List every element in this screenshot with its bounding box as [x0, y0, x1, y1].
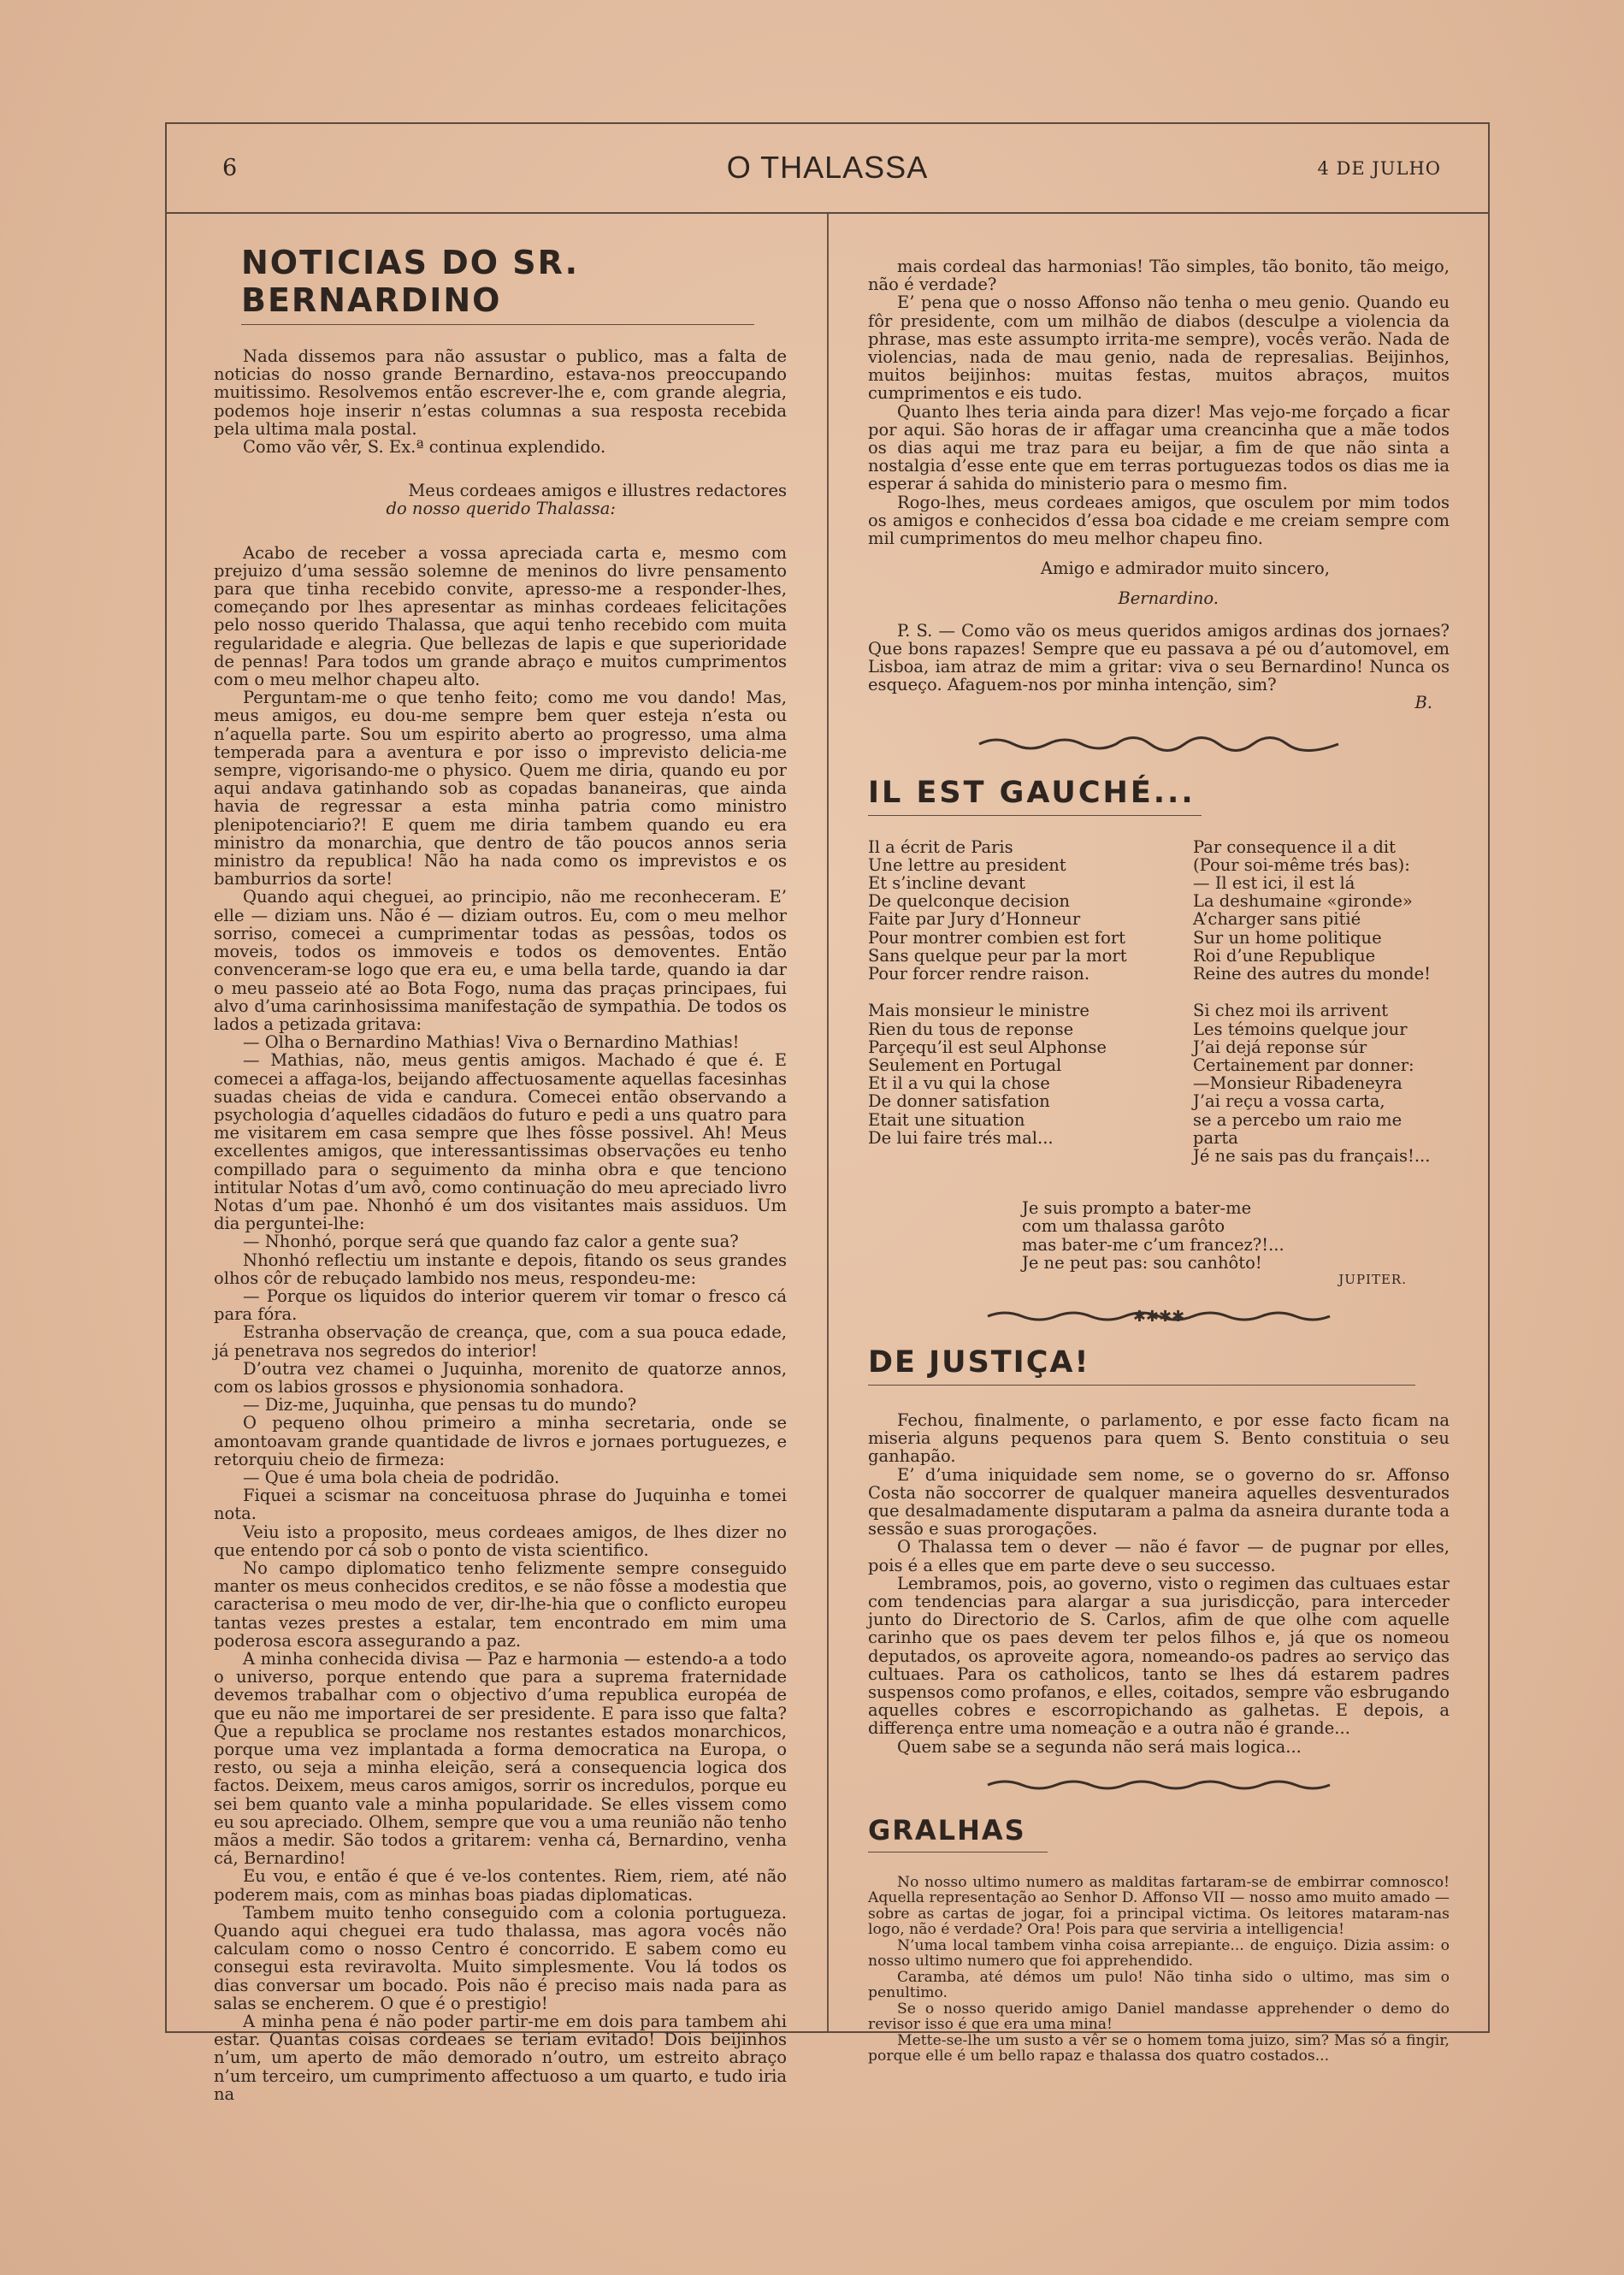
paragraph: Lembramos, pois, ao governo, visto o regimen das cultuaes estar com tendencias para alargar a sua jurisdicção, para interceder junto do Directorio de S. Carlos, afim de que olhe com aquelle carinho que os paes devem ter pelos filhos e, já que os nomeou deputados, os aproveite agora, nomeando-os padres ao serviço das cultuaes. Para os catholicos, tanto se lhes dá estarem padres suspensos como profanos, e elles, coitados, sempre vão esbrugando aquelles cobres e escorropichando as galhetas. E depois, a differença entre uma nomeação e a outra não é grande...	[868, 1573, 1450, 1739]
noticias-intro-2: Como vão vêr, S. Ex.ª continua explendido.	[243, 437, 606, 458]
justica-heading: DE JUSTIÇA!	[868, 1345, 1415, 1386]
gralhas-heading: GRALHAS	[868, 1814, 1048, 1852]
paragraph: Perguntam-me o que tenho feito; como me vou dando! Mas, meus amigos, eu dou-me sempre bem quer esteja n’esta ou n’aquella parte. Sou um espirito aberto ao progresso, uma alma temperada para a aventura e por isso o imprevisto delicia-me sempre, vigorisando-me o physico. Quem me diria, quando eu por aqui andava gatinhando sob as copadas bananeiras, que ainda havia de regressar a esta minha patria como ministro plenipotenciario?! E quem me diria tambem quando eu era ministro da monarchia, que dentro de tão poucos annos seria ministro da republica! Não ha nada como os imprevistos e os bamburrios da sorte!	[214, 688, 787, 889]
letter-signature: Bernardino.	[1118, 588, 1219, 609]
paragraph: Quanto lhes teria ainda para dizer! Mas vejo-me forçado a ficar por aqui. São horas de ir affagar uma creancinha que a mãe todos os dias aqui me traz para eu beijar, a fim de que não sinta a nostalgia d’esse ente que em terras portuguezas todos os dias me ia esperar á sahida do ministerio para o mesmo fim.	[868, 401, 1450, 494]
noticias-heading: NOTICIAS DO SR. BERNARDINO	[241, 244, 754, 325]
paragraph: Nhonhó reflectiu um instante e depois, fitando os seus grandes olhos côr de rebuçado lambido nos meus, respondeu-me:	[214, 1250, 787, 1288]
letter-salutation	[214, 482, 787, 517]
paragraph: — Nhonhó, porque será que quando faz calor a gente sua?	[243, 1232, 739, 1252]
paragraph: No nosso ultimo numero as malditas fartaram-se de embirrar comnosco! Aquella representação ao Senhor D. Affonso VII — nosso amo muito amado — sobre as cartas de jogar, foi a principal victima. Os leitores mataram-nas logo, não é verdade? Ora! Pois para que serviria a intelligencia!	[868, 1873, 1450, 1939]
paragraph: E’ pena que o nosso Affonso não tenha o meu genio. Quando eu fôr presidente, com um milhão de diabos (desculpe a violencia da phrase, mas este assumpto irrita-me sempre), vocês verão. Nada de violencias, nada de mau genio, nada de represalias. Beijinhos, muitos beijinhos: muitas festas, muitos abraços, muitos cumprimentos e eis tudo.	[868, 292, 1450, 404]
paragraph: Acabo de receber a vossa apreciada carta e, mesmo com prejuizo d’uma sessão solemne de meninos do livre pensamento para que tinha recebido convite, apresso-me a responder-lhes, começando por lhes apresentar as minhas cordeaes felicitações pelo nosso querido Thalassa, que aqui tenho recebido com muita regularidade e alegria. Que bellezas de lapis e que superioridade de pennas! Para todos um grande abraço e muitos cumprimentos com o meu melhor chapeu alto.	[214, 542, 787, 690]
poem-stanza: Si chez moi ils arrivent Les témoins quelque jour J’ai dejá reponse súr Certainement par donner: —Monsieur Ribadeneyra J’ai reçu a vossa carta, se a percebo um raio me parta Jé ne sais pas du français!...	[1193, 1001, 1431, 1166]
paragraph: Se o nosso querido amigo Daniel mandasse apprehender o demo do revisor isso é que era uma mina!	[868, 2000, 1450, 2034]
page-number: 6	[222, 155, 238, 181]
paragraph: Fechou, finalmente, o parlamento, e por esse facto ficam na miseria alguns pequenos para quem S. Bento constituia o seu ganhapão.	[868, 1409, 1450, 1467]
page-frame	[165, 122, 1490, 2104]
poem-stanza: Il a écrit de Paris Une lettre au president Et s’incline devant De quelconque decision Faite par Jury d’Honneur Pour montrer combien est fort Sans quelque peur par la mort Pour forcer rendre raison.	[868, 836, 1127, 984]
paragraph: Caramba, até démos um pulo! Não tinha sido o ultimo, mas sim o penultimo.	[868, 1968, 1450, 2002]
salutation-line-1: Meus cordeaes amigos e illustres redactores	[408, 481, 787, 501]
letter-continuation	[868, 257, 1450, 547]
ornament-divider	[868, 731, 1450, 760]
paragraph: Mette-se-lhe um susto a vêr se o homem toma juizo, sim? Mas só a fingir, porque elle é um bello rapaz e thalassa dos quatro costados...	[868, 2031, 1450, 2065]
paragraph: Quem sabe se a segunda não será mais logica...	[897, 1736, 1302, 1757]
letter-postscript: P. S. — Como vão os meus queridos amigos ardinas dos jornaes? Que bons rapazes! Sempre que eu passava a pé ou d’automovel, em Lisboa, iam atraz de mim a gritar: viva o seu Bernardino! Nunca os esqueço. Afaguem-nos por minha intenção, sim?	[868, 620, 1450, 695]
svg-text:✱✱✱✱: ✱✱✱✱	[1132, 1307, 1185, 1326]
paragraph: N’uma local tambem vinha coisa arrepiante... de enguiço. Dizia assim: o nosso ultimo numero que foi apprehendido.	[868, 1936, 1450, 1971]
paragraph: — Porque os liquidos do interior querem vir tomar o fresco cá para fóra.	[214, 1285, 787, 1325]
column-divider	[827, 214, 829, 2031]
ornament-divider	[868, 1775, 1450, 1799]
noticias-intro-1: Nada dissemos para não assustar o publico, mas a falta de noticias do nosso grande Bernardino, estava-nos preoccupando muitissimo. Resolvemos então escrever-lhe e, com grande alegria, podemos hoje inserir n’estas columnas a sua resposta recebida pela ultima mala postal.	[214, 346, 787, 439]
postscript-initial: B.	[1414, 693, 1432, 713]
paragraph: — Mathias, não, meus gentis amigos. Machado é que é. E comecei a affaga-los, beijando affectuosamente aquellas facesinhas suadas cheias de vida e candura. Comecei então observando a psychologia d’aquelles cidadãos do futuro e pedi a uns quatro para me visitarem em casa sempre que lhes fôsse possivel. Ah! Meus excellentes amigos, que interessantissimas observações eu tenho compillado para o seguimento da minha obra e que tenciono intitular Notas d’um avô, como continuação do meu apreciado livro Notas d’um pae. Nhonhó é um dos visitantes mais assiduos. Um dia perguntei-lhe:	[214, 1050, 787, 1234]
paragraph: — Olha o Bernardino Mathias! Viva o Bernardino Mathias!	[243, 1032, 740, 1053]
newspaper-title: O THALASSA	[726, 150, 929, 185]
issue-date: 4 DE JULHO	[1317, 158, 1441, 179]
paragraph: Quando aqui cheguei, ao principio, não me reconheceram. E’ elle — diziam uns. Não é — diziam outros. Eu, com o meu melhor sorriso, comecei a cumprimentar todas as pessôas, todos os moveis, todos os immoveis e todos os demoventes. Então convenceram-se logo que era eu, e uma bella tarde, quando ia dar o meu passeio até ao Bota Fogo, numa das praças principaes, fui alvo d’uma carinhosissima manifestação de sympathia. De todos os lados a petizada gritava:	[214, 887, 787, 1034]
gralhas-body	[868, 1875, 1450, 2065]
letter-body	[214, 544, 787, 2103]
poem-stanza: Mais monsieur le ministre Rien du tous de reponse Parçequ’il est seul Alphonse Seulement en Portugal Et il a vu qui la chose De donner satisfation Etait une situation De lui faire trés mal...	[868, 1001, 1107, 1148]
page-header	[167, 124, 1488, 214]
paragraph: Rogo-lhes, meus cordeaes amigos, que osculem por mim todos os amigos e conhecidos d’essa boa cidade e me creiam sempre com mil cumprimentos do meu melhor chapeu fino.	[868, 492, 1450, 549]
paragraph: O pequeno olhou primeiro a minha secretaria, onde se amontoavam grande quantidade de livros e jornaes portuguezes, e retorquiu cheio de firmeza:	[214, 1413, 787, 1469]
paragraph: Fiquei a scismar na conceituosa phrase do Juquinha e tomei nota.	[214, 1486, 787, 1524]
paragraph: E’ d’uma iniquidade sem nome, se o governo do sr. Affonso Costa não soccorrer de qualquer maneira aquelles desventurados que desalmadamente disputaram a palma da asneira durante toda a sessão e suas prorogações.	[868, 1464, 1450, 1539]
paragraph: A minha pena é não poder partir-me em dois para tambem ahi estar. Quantas coisas cordeaes se teriam evitado! Dois beijinhos n’um, um aperto de mão demorado n’outro, um estreito abraço n’um terceiro, um cumprimento affectuoso a um quarto, e tudo iria na	[214, 2012, 787, 2104]
paragraph: Eu vou, e então é que é ve-los contentes. Riem, riem, até não poderem mais, com as minhas boas piadas diplomaticas.	[214, 1866, 787, 1905]
right-column	[868, 257, 1450, 2065]
paragraph: O Thalassa tem o dever — não é favor — de pugnar por elles, pois é a elles que em parte deve o seu successo.	[868, 1537, 1450, 1575]
letter-closing: Amigo e admirador muito sincero,	[1040, 558, 1330, 579]
paragraph: No campo diplomatico tenho felizmente sempre conseguido manter os meus conhecidos creditos, e se não fôsse a modestia que caracterisa o meu modo de ver, dir-lhe-hia que o conflicto europeu tantas vezes prestes a estalar, tem encontrado em mim uma poderosa escora assegurando a paz.	[214, 1558, 787, 1651]
poem-signature: JUPITER.	[1338, 1271, 1407, 1287]
paragraph: D’outra vez chamei o Juquinha, morenito de quatorze annos, com os labios grossos e physionomia sonhadora.	[214, 1358, 787, 1397]
paragraph: Estranha observação de creança, que, com a sua pouca edade, já penetrava nos segredos do interior!	[214, 1322, 787, 1361]
poem-stanza: Par consequence il a dit (Pour soi-même trés bas): — Il est ici, il est lá La deshumaine «gironde» A’charger sans pitié Sur un home politique Roi d’une Republique Reine des autres du monde!	[1193, 836, 1431, 984]
justica-body	[868, 1411, 1450, 1756]
paragraph: — Diz-me, Juquinha, que pensas tu do mundo?	[243, 1395, 637, 1415]
paragraph: Tambem muito tenho conseguido com a colonia portugueza. Quando aqui cheguei era tudo thalassa, mas agora vocês não calculam como o nosso Centro é concorrido. E sabem como eu consegui esta reviravolta. Muito simplesmente. Vou lá todos os dias conversar um bocado. Pois não é preciso mais nada para as salas se encherem. O que é o prestigio!	[214, 1902, 787, 2013]
ornament-divider	[868, 1306, 1450, 1330]
paragraph: — Que é uma bola cheia de podridão.	[243, 1467, 560, 1487]
paragraph: A minha conhecida divisa — Paz e harmonia — estendo-a a todo o universo, porque entendo que para a suprema fraternidade devemos trabalhar com o objectivo d’uma republica européa de que eu não me importarei de ser presidente. E para isso que falta? Que a republica se proclame nos restantes estados monarchicos, porque uma vez implantada a forma democratica na Europa, o resto, ou seja a minha eleição, será a consequencia logica dos factos. Deixem, meus caros amigos, sorrir os incredulos, porque eu sei bem quanto vale a minha popularidade. Se elles vissem como eu sou apreciado. Olhem, sempre que vou a uma reunião não tenho mãos a medir. São todos a gritarem: venha cá, Bernardino, venha cá, Bernardino!	[214, 1649, 787, 1869]
poem-left-column	[868, 838, 1159, 1184]
left-column	[214, 244, 787, 2103]
salutation-line-2: do nosso querido Thalassa:	[386, 499, 616, 519]
poem-coda: Je suis prompto a bater-me com um thalassa garôto mas bater-me c’um francez?!... Je ne peut pas: sou canhôto!	[1022, 1198, 1284, 1273]
paragraph: mais cordeal das harmonias! Tão simples, tão bonito, tão meigo, não é verdade?	[868, 257, 1450, 295]
gauche-poem	[868, 838, 1450, 1184]
poem-right-column	[1193, 838, 1450, 1184]
paragraph: Veiu isto a proposito, meus cordeaes amigos, de lhes dizer no que entendo por cá sob o ponto de vista scientifico.	[214, 1522, 787, 1560]
gauche-heading: IL EST GAUCHÉ...	[868, 776, 1202, 816]
